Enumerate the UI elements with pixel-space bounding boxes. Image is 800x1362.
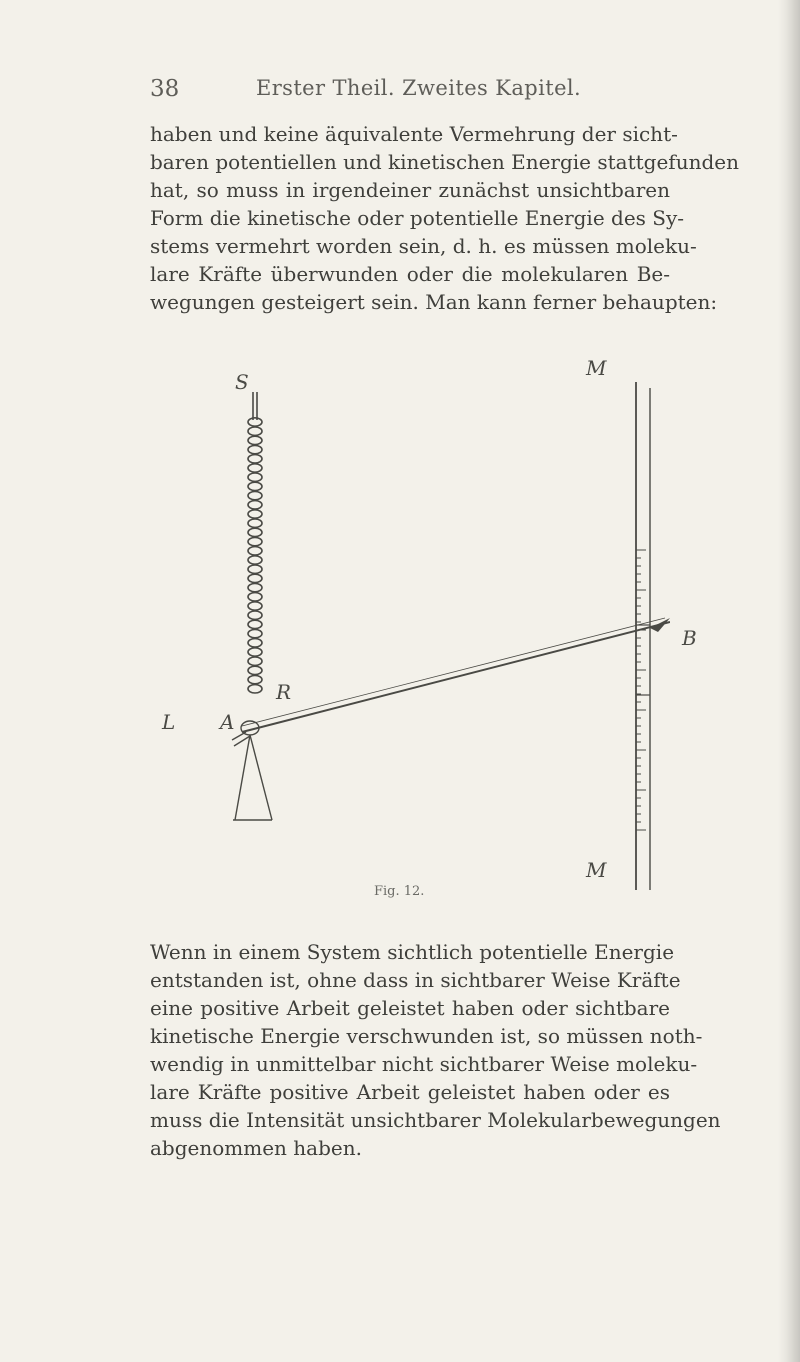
spring-loop: [248, 455, 262, 463]
text-line: wegungen gesteigert sein. Man kann ferner behaupten:: [150, 290, 718, 314]
spring-loop: [248, 675, 262, 683]
spring-loop: [248, 611, 262, 619]
spring-loop: [248, 657, 262, 665]
text-line: kinetische Energie verschwunden ist, so müssen noth-: [150, 1024, 703, 1048]
spring-loop: [248, 491, 262, 499]
label-m-top: M: [586, 356, 607, 380]
text-line: baren potentiellen und kinetischen Energie stattgefunden: [150, 150, 739, 174]
spring-loop: [248, 547, 262, 555]
spring-coil: [248, 392, 262, 693]
spring-loop: [248, 602, 262, 610]
spring-loop: [248, 593, 262, 601]
lever-tip-arrow: [650, 618, 670, 632]
pivot-support: [233, 735, 272, 820]
page-edge-shadow: [778, 0, 800, 1362]
text-line: Form die kinetische oder potentielle Energie des Sy-: [150, 206, 685, 230]
spring-loop: [248, 445, 262, 453]
lever-bar: [242, 618, 670, 732]
text-line: lare Kräfte überwunden oder die molekularen Be-: [150, 262, 670, 286]
spring-loop: [248, 666, 262, 674]
text-line: abgenommen haben.: [150, 1136, 362, 1160]
page-number: 38: [150, 76, 180, 102]
text-line: Wenn in einem System sichtlich potentielle Energie: [150, 940, 675, 964]
paragraph-bottom: [150, 938, 721, 1162]
spring-loop: [248, 519, 262, 527]
label-l: L: [162, 710, 176, 734]
spring-loop: [248, 583, 262, 591]
spring-loop: [248, 648, 262, 656]
spring-loop: [248, 418, 262, 426]
spring-loop: [248, 427, 262, 435]
label-b: B: [682, 626, 697, 650]
label-s: S: [235, 370, 249, 394]
spring-loop: [248, 574, 262, 582]
measuring-scale: [636, 382, 650, 890]
label-a: A: [220, 710, 235, 734]
running-title: Erster Theil. Zweites Kapitel.: [256, 76, 582, 100]
spring-loop: [248, 436, 262, 444]
text-line: haben und keine äquivalente Vermehrung der sicht-: [150, 122, 678, 146]
text-line: entstanden ist, ohne dass in sichtbarer Weise Kräfte: [150, 968, 681, 992]
paragraph-top: [150, 120, 739, 316]
spring-loop: [248, 464, 262, 472]
text-line: muss die Intensität unsichtbarer Molekularbewegungen: [150, 1108, 721, 1132]
spring-loop: [248, 620, 262, 628]
text-line: wendig in unmittelbar nicht sichtbarer Weise moleku-: [150, 1052, 698, 1076]
text-line: eine positive Arbeit geleistet haben oder sichtbare: [150, 996, 670, 1020]
spring-loop: [248, 537, 262, 545]
text-line: lare Kräfte positive Arbeit geleistet haben oder es: [150, 1080, 670, 1104]
spring-loop: [248, 510, 262, 518]
text-line: hat, so muss in irgendeiner zunächst unsichtbaren: [150, 178, 670, 202]
spring-loop: [248, 501, 262, 509]
figure-drawing: [150, 360, 670, 900]
figure-lever-spring: [150, 356, 697, 900]
spring-loop: [248, 565, 262, 573]
figure-caption: Fig. 12.: [374, 884, 425, 899]
label-m-bottom: M: [586, 858, 607, 882]
spring-loop: [248, 639, 262, 647]
spring-loop: [248, 556, 262, 564]
spring-loop: [248, 685, 262, 693]
label-r: R: [276, 680, 292, 704]
text-line: stems vermehrt worden sein, d. h. es müssen moleku-: [150, 234, 697, 258]
spring-loop: [248, 473, 262, 481]
spring-loop: [248, 629, 262, 637]
spring-loop: [248, 482, 262, 490]
spring-loop: [248, 528, 262, 536]
